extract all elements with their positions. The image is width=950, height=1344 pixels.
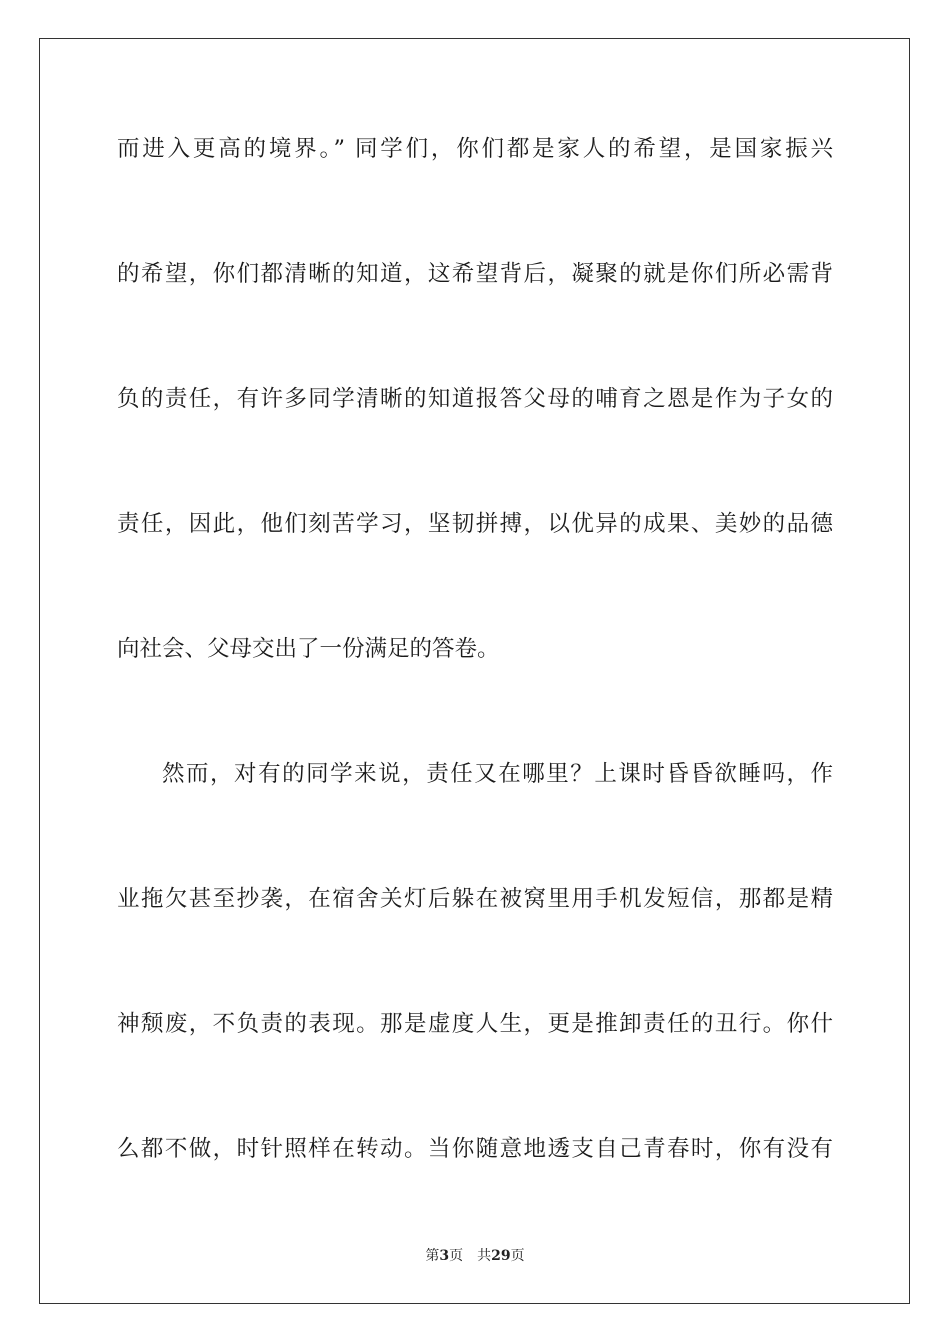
body-text-line-5: 向社会、父母交出了一份满足的答卷。: [117, 636, 500, 662]
page-number: 3: [439, 1248, 450, 1264]
total-prefix: 共: [477, 1248, 492, 1264]
page-prefix: 第: [425, 1248, 440, 1264]
paragraph-2-line-3: 神颓废，不负责的表现。那是虚度人生，更是推卸责任的丑行。你什: [117, 1011, 833, 1037]
total-suffix: 页: [510, 1248, 525, 1264]
page-border: [39, 38, 910, 1304]
paragraph-2-line-2: 业拖欠甚至抄袭，在宿舍关灯后躲在被窝里用手机发短信，那都是精: [117, 886, 833, 912]
page-suffix: 页: [449, 1248, 464, 1264]
paragraph-2-line-1: 然而，对有的同学来说，责任又在哪里？上课时昏昏欲睡吗，作: [162, 761, 833, 787]
total-pages: 29: [491, 1248, 511, 1264]
body-text-line-3: 负的责任，有许多同学清晰的知道报答父母的哺育之恩是作为子女的: [117, 386, 833, 412]
page-footer: [0, 1246, 950, 1266]
paragraph-2-line-4: 么都不做，时针照样在转动。当你随意地透支自己青春时，你有没有: [117, 1136, 833, 1162]
body-text-line-4: 责任，因此，他们刻苦学习，坚韧拼搏，以优异的成果、美妙的品德: [117, 511, 833, 537]
body-text-line-2: 的希望，你们都清晰的知道，这希望背后，凝聚的就是你们所必需背: [117, 261, 833, 287]
body-text-line-1: 而进入更高的境界。” 同学们，你们都是家人的希望，是国家振兴: [117, 136, 833, 162]
